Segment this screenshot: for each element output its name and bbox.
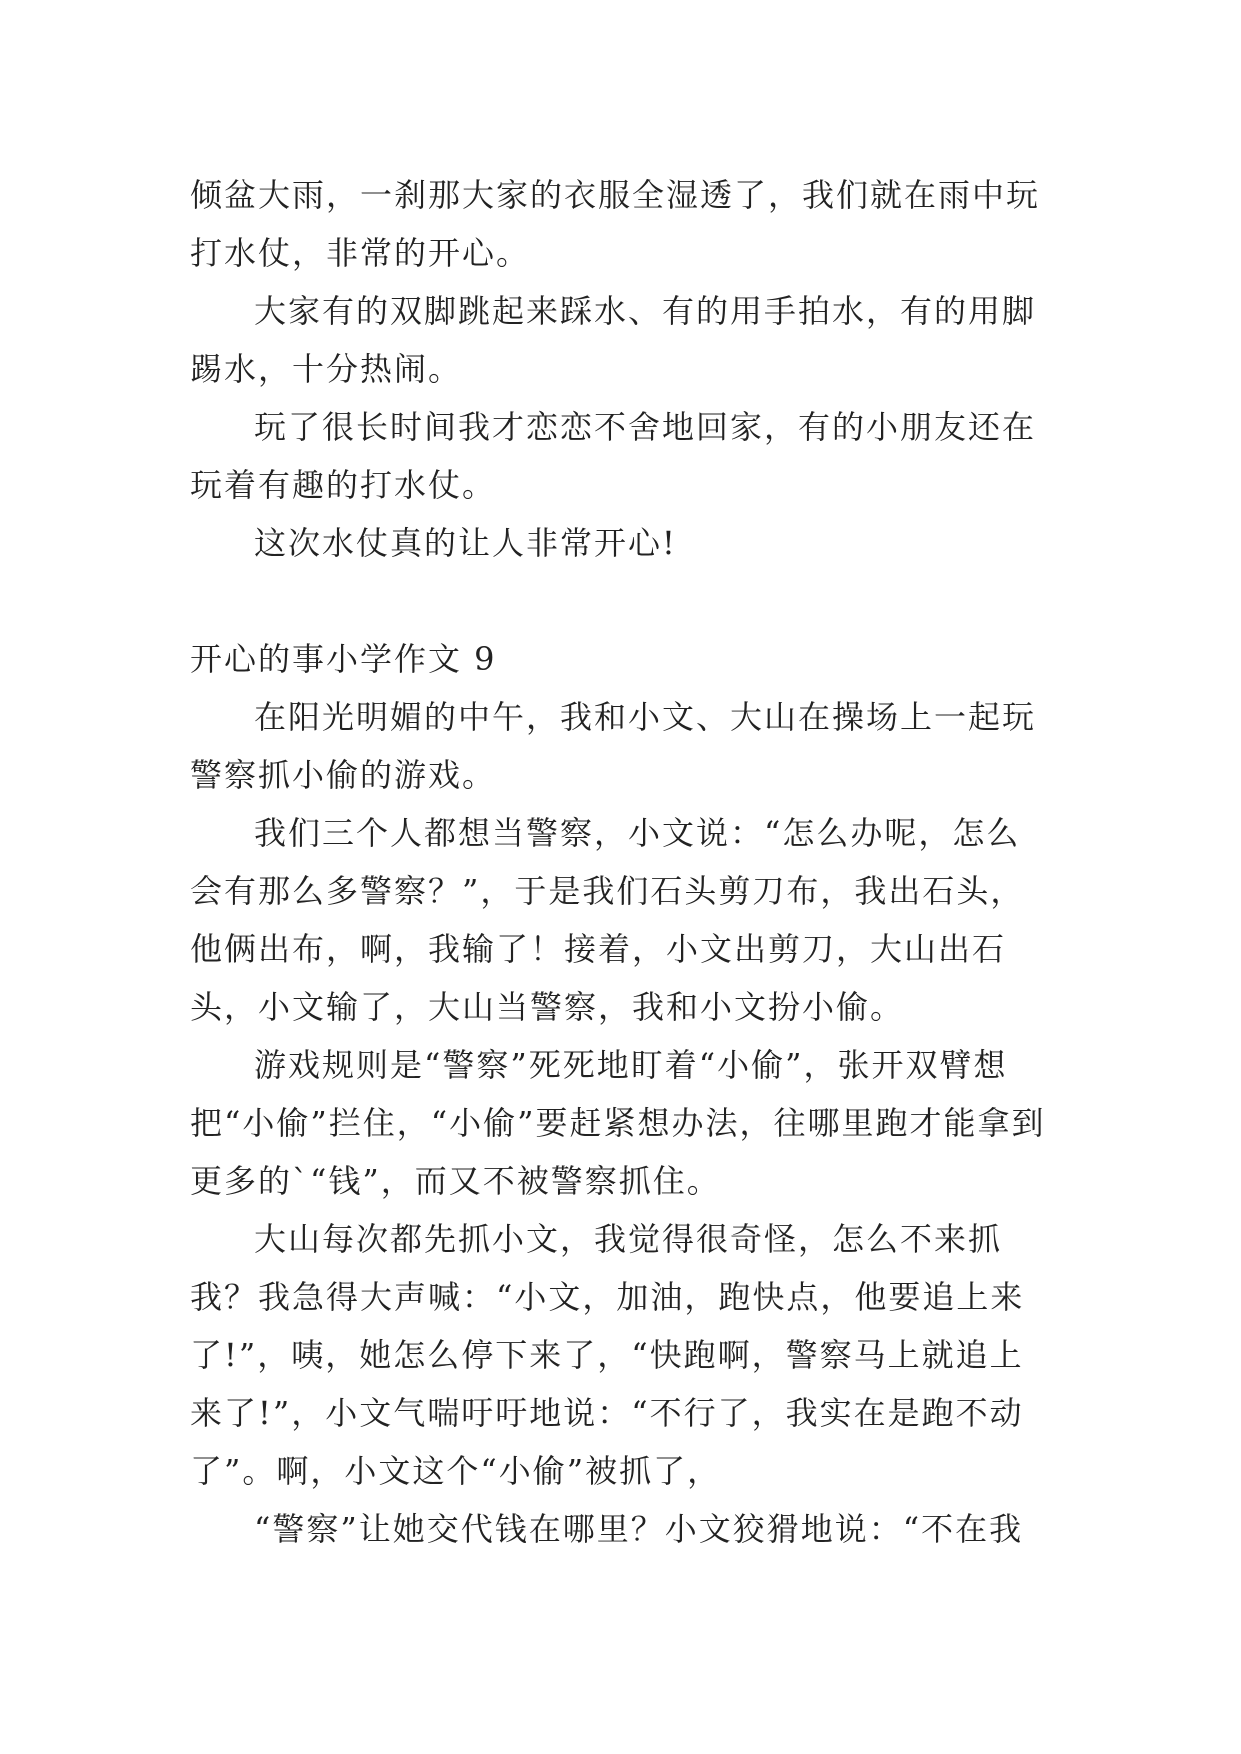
paragraph: 大家有的双脚跳起来踩水、有的用手拍水，有的用脚踢水，十分热闹。	[190, 292, 1037, 388]
paragraph: 倾盆大雨，一刹那大家的衣服全湿透了，我们就在雨中玩打水仗，非常的开心。	[190, 176, 1041, 272]
paragraph: 游戏规则是“警察”死死地盯着“小偷”，张开双臂想把“小偷”拦住，“小偷”要赶紧想办法，往哪里跑才能拿到更多的`“钱”，而又不被警察抓住。	[190, 1046, 1046, 1200]
section-heading: 开心的事小学作文 9	[190, 640, 497, 678]
paragraph: “警察”让她交代钱在哪里？小文狡猾地说：“不在我	[254, 1510, 1024, 1548]
paragraph: 大山每次都先抓小文，我觉得很奇怪，怎么不来抓我？我急得大声喊：“小文，加油，跑快点，他要追上来了!”，咦，她怎么停下来了，“快跑啊，警察马上就追上来了!”，小文气喘吁吁地说：“不行了，我实在是跑不动了”。啊，小文这个“小偷”被抓了，	[190, 1220, 1025, 1490]
paragraph: 我们三个人都想当警察，小文说：“怎么办呢，怎么会有那么多警察？”，于是我们石头剪刀布，我出石头，他俩出布，啊，我输了！接着，小文出剪刀，大山出石头，小文输了，大山当警察，我和小文扮小偷。	[190, 814, 1025, 1026]
paragraph: 在阳光明媚的中午，我和小文、大山在操场上一起玩警察抓小偷的游戏。	[190, 698, 1037, 794]
document-body	[190, 166, 1050, 1558]
paragraph: 这次水仗真的让人非常开心!	[254, 524, 677, 562]
paragraph: 玩了很长时间我才恋恋不舍地回家，有的小朋友还在玩着有趣的打水仗。	[190, 408, 1037, 504]
